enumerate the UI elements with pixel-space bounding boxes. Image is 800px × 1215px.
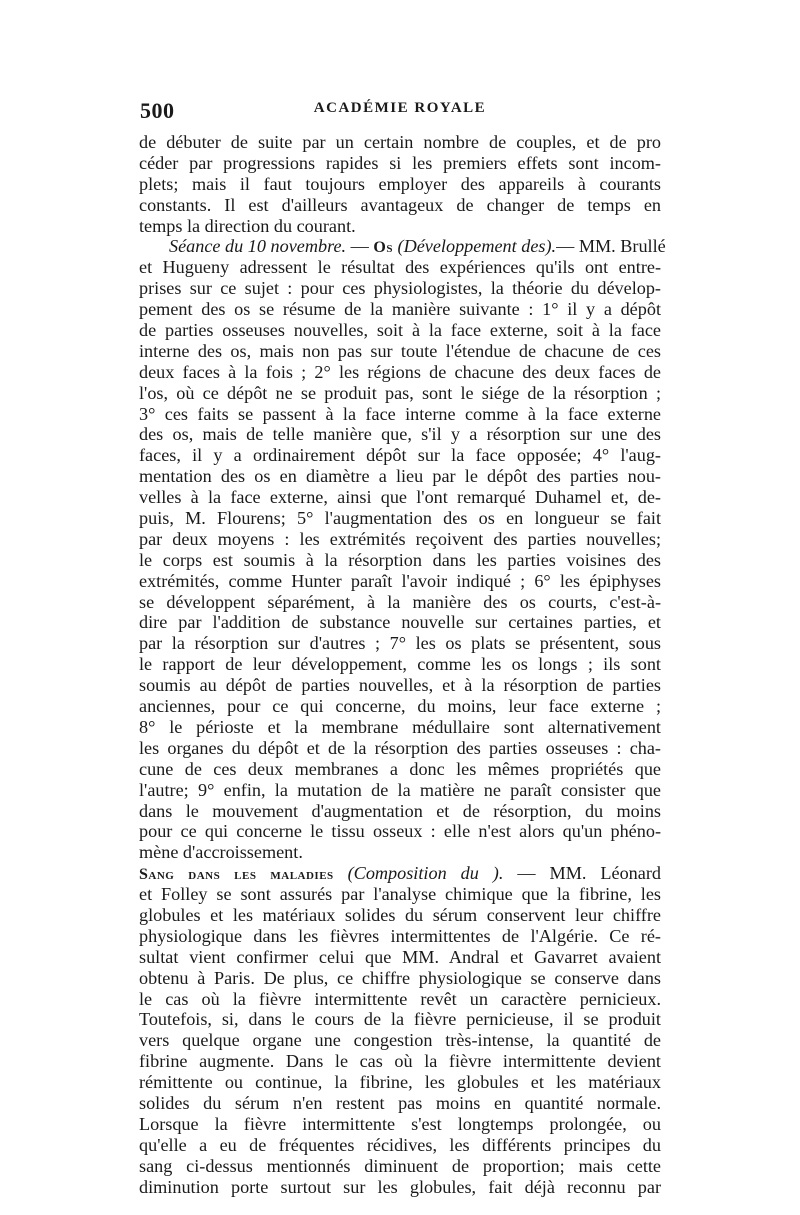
text-line: fibrine augmente. Dans le cas où la fièvre intermittente devient (139, 1051, 661, 1072)
text-line: cune de ces deux membranes a donc les mêmes propriétés que (139, 758, 661, 779)
paragraph-lines (139, 884, 661, 1197)
text-line: se développent séparément, à la manière des os courts, c'est-à- (139, 591, 661, 612)
paragraph-first-line (139, 863, 661, 884)
text-line: diminution porte surtout sur les globules, fait déjà reconnu par (139, 1176, 661, 1197)
entry-keyword: Os (373, 239, 393, 257)
text-line: par la résorption sur d'autres ; 7° les os plats se présentent, sous (139, 633, 661, 654)
text-line: le corps est soumis à la résorption dans les parties voisines des (139, 549, 661, 570)
page-number: 500 (140, 98, 175, 123)
text-line: dire par l'addition de substance nouvelle sur certaines parties, et (139, 612, 661, 633)
text-line: sultat vient confirmer celui que MM. Andral et Gavarret avaient (139, 946, 661, 967)
text-line: 8° le périoste et la membrane médullaire sont alternativement (139, 716, 661, 737)
text-line: plets; mais il faut toujours employer des appareils à courants (139, 173, 661, 194)
entry-subject: (Composition du ). (333, 863, 504, 884)
text-line: mentation des os en diamètre a lieu par le dépôt des parties nou- (139, 466, 661, 487)
text-line: rémittente ou continue, la fibrine, les globules et les matériaux (139, 1072, 661, 1093)
text-line: 3° ces faits se passent à la face interne comme à la face externe (139, 403, 661, 424)
entry-lead: — MM. Léonard (503, 863, 661, 884)
text-line: mène d'accroissement. (139, 842, 303, 863)
text-line: et Hugueny adressent le résultat des expériences qu'ils ont entre- (139, 257, 661, 278)
text-line: faces, il y a ordinairement dépôt sur la face opposée; 4° l'aug- (139, 445, 661, 466)
session-date: Séance du 10 novembre. (169, 236, 347, 257)
running-head: ACADÉMIE ROYALE (313, 100, 487, 116)
text-line: qu'elle a eu de fréquentes récidives, les différents principes du (139, 1134, 661, 1155)
page-header (140, 98, 660, 124)
text-line: prises sur ce sujet : pour ces physiologistes, la théorie du dévelop- (139, 278, 661, 299)
text-line: constants. Il est d'ailleurs avantageux de changer de temps en (139, 194, 661, 215)
paragraph-bone-development (139, 236, 666, 863)
text-line: physiologique dans les fièvres intermittentes de l'Algérie. Ce ré- (139, 925, 661, 946)
text-line: puis, M. Flourens; 5° l'augmentation des os en longueur se fait (139, 508, 661, 529)
text-line: obtenu à Paris. De plus, ce chiffre physiologique se conserve dans (139, 967, 661, 988)
body-text (139, 132, 666, 1197)
text-line: Lorsque la fièvre intermittente s'est longtemps prolongée, ou (139, 1113, 661, 1134)
text-line: de débuter de suite par un certain nombre de couples, et de pro (139, 132, 661, 152)
text-line: les organes du dépôt et de la résorption des parties osseuses : cha- (139, 737, 661, 758)
text-line: le cas où la fièvre intermittente revêt un caractère pernicieux. (139, 988, 661, 1009)
text-line: l'autre; 9° enfin, la mutation de la matière ne paraît consister que (139, 779, 661, 800)
text-line: sang ci-dessus mentionnés diminuent de proportion; mais cette (139, 1155, 661, 1176)
text-line: temps la direction du courant. (139, 215, 356, 236)
text-line: interne des os, mais non pas sur toute l'étendue de chacune de ces (139, 340, 661, 361)
text-line: globules et les matériaux solides du sérum conservent leur chiffre (139, 904, 661, 925)
paragraph-electrotherapy-end (139, 132, 661, 236)
text-line: pour ce qui concerne le tissu osseux : elle n'est alors qu'un phéno- (139, 821, 661, 842)
text-line: l'os, où ce dépôt ne se produit pas, sont le siége de la résorption ; (139, 382, 661, 403)
text-line: vers quelque organe une congestion très-intense, la quantité de (139, 1030, 661, 1051)
text-line: de parties osseuses nouvelles, soit à la face externe, soit à la face (139, 320, 661, 341)
paragraph-lines (139, 257, 661, 863)
text-line: et Folley se sont assurés par l'analyse chimique que la fibrine, les (139, 884, 661, 905)
text-line: deux faces à la fois ; 2° les régions de chacune des deux faces de (139, 361, 661, 382)
entry-subject: (Développement des). (397, 236, 557, 257)
paragraph-blood-diseases (139, 863, 661, 1197)
text-line: dans le mouvement d'augmentation et de résorption, du moins (139, 800, 661, 821)
paragraph-first-line: Séance du 10 novembre. — Os (Développement des).— MM. Brullé (169, 236, 666, 257)
entry-lead: — MM. Brullé (556, 236, 666, 257)
text-line: céder par progressions rapides si les premiers effets sont incom- (139, 152, 661, 173)
text-line: Toutefois, si, dans le cours de la fièvre pernicieuse, il se produit (139, 1009, 661, 1030)
text-line: soumis au dépôt de parties nouvelles, et à la résorption de parties (139, 675, 661, 696)
entry-keyword: Sang dans les maladies (139, 866, 334, 884)
text-line: extrémités, comme Hunter paraît l'avoir indiqué ; 6° les épiphyses (139, 570, 661, 591)
text-line: par deux moyens : les extrémités reçoivent des parties nouvelles; (139, 528, 661, 549)
text-line: solides du sérum n'en restent pas moins en quantité normale. (139, 1092, 661, 1113)
text-line: le rapport de leur développement, comme les os longs ; ils sont (139, 654, 661, 675)
text-line: pement des os se résume de la manière suivante : 1° il y a dépôt (139, 299, 661, 320)
text-line: des os, mais de telle manière que, s'il y a résorption sur une des (139, 424, 661, 445)
text-line: anciennes, pour ce qui concerne, du moins, leur face externe ; (139, 696, 661, 717)
text-line: velles à la face externe, ainsi que l'ont remarqué Duhamel et, de- (139, 487, 661, 508)
